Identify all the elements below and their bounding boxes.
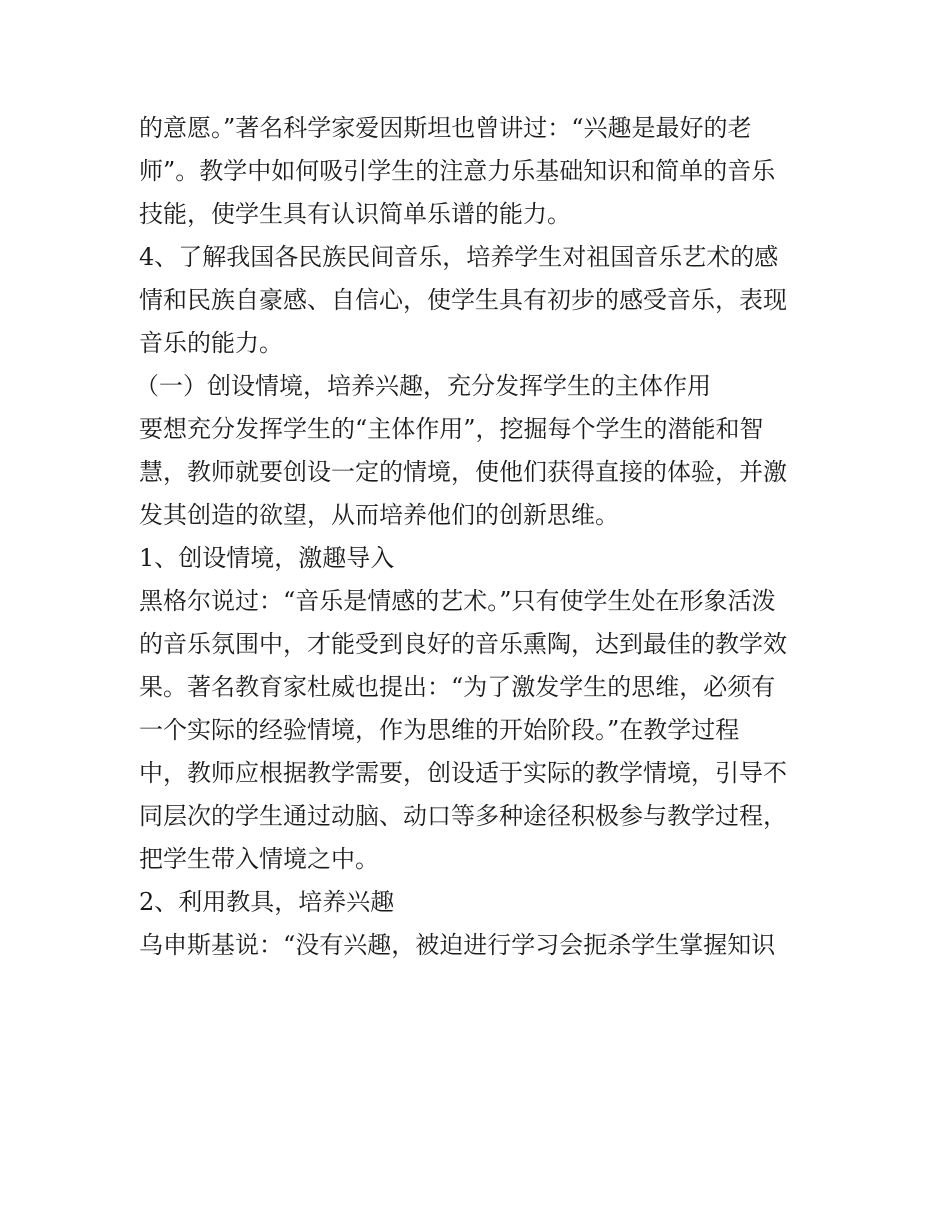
- text-line: 的音乐氛围中，才能受到良好的音乐熏陶，达到最佳的教学效: [139, 630, 787, 658]
- text-line: 果。著名教育家杜威也提出：“为了激发学生的思维，必须有: [139, 673, 776, 701]
- text-line: 音乐的能力。: [139, 329, 283, 357]
- text-line: 师”。教学中如何吸引学生的注意力乐基础知识和简单的音乐: [139, 157, 776, 185]
- body-text: [135, 107, 819, 967]
- text-line: 要想充分发挥学生的“主体作用”，挖掘每个学生的潜能和智: [139, 415, 764, 443]
- text-line: 4、了解我国各民族民间音乐，培养学生对祖国音乐艺术的感: [139, 243, 779, 271]
- text-line: 中，教师应根据教学需要，创设适于实际的教学情境，引导不: [139, 759, 787, 787]
- text-line: 一个实际的经验情境，作为思维的开始阶段。”在教学过程: [139, 716, 740, 744]
- text-line: 黑格尔说过：“音乐是情感的艺术。”只有使学生处在形象活泼: [139, 587, 776, 615]
- subsection-heading: 1、创设情境，激趣导入: [139, 544, 395, 572]
- text-line: 情和民族自豪感、自信心，使学生具有初步的感受音乐，表现: [139, 286, 787, 314]
- subsection-heading: 2、利用教具，培养兴趣: [139, 888, 395, 916]
- text-line: 发其创造的欲望，从而培养他们的创新思维。: [139, 501, 619, 529]
- text-line: 技能，使学生具有认识简单乐谱的能力。: [139, 200, 571, 228]
- text-line: 慧，教师就要创设一定的情境，使他们获得直接的体验，并激: [139, 458, 787, 486]
- text-line: 的意愿。”著名科学家爱因斯坦也曾讲过：“兴趣是最好的老: [139, 114, 752, 142]
- text-line: 乌申斯基说：“没有兴趣，被迫进行学习会扼杀学生掌握知识: [139, 931, 776, 959]
- section-heading: （一）创设情境，培养兴趣，充分发挥学生的主体作用: [135, 372, 711, 400]
- text-line: 同层次的学生通过动脑、动口等多种途径积极参与教学过程，: [139, 802, 787, 830]
- text-line: 把学生带入情境之中。: [139, 845, 379, 873]
